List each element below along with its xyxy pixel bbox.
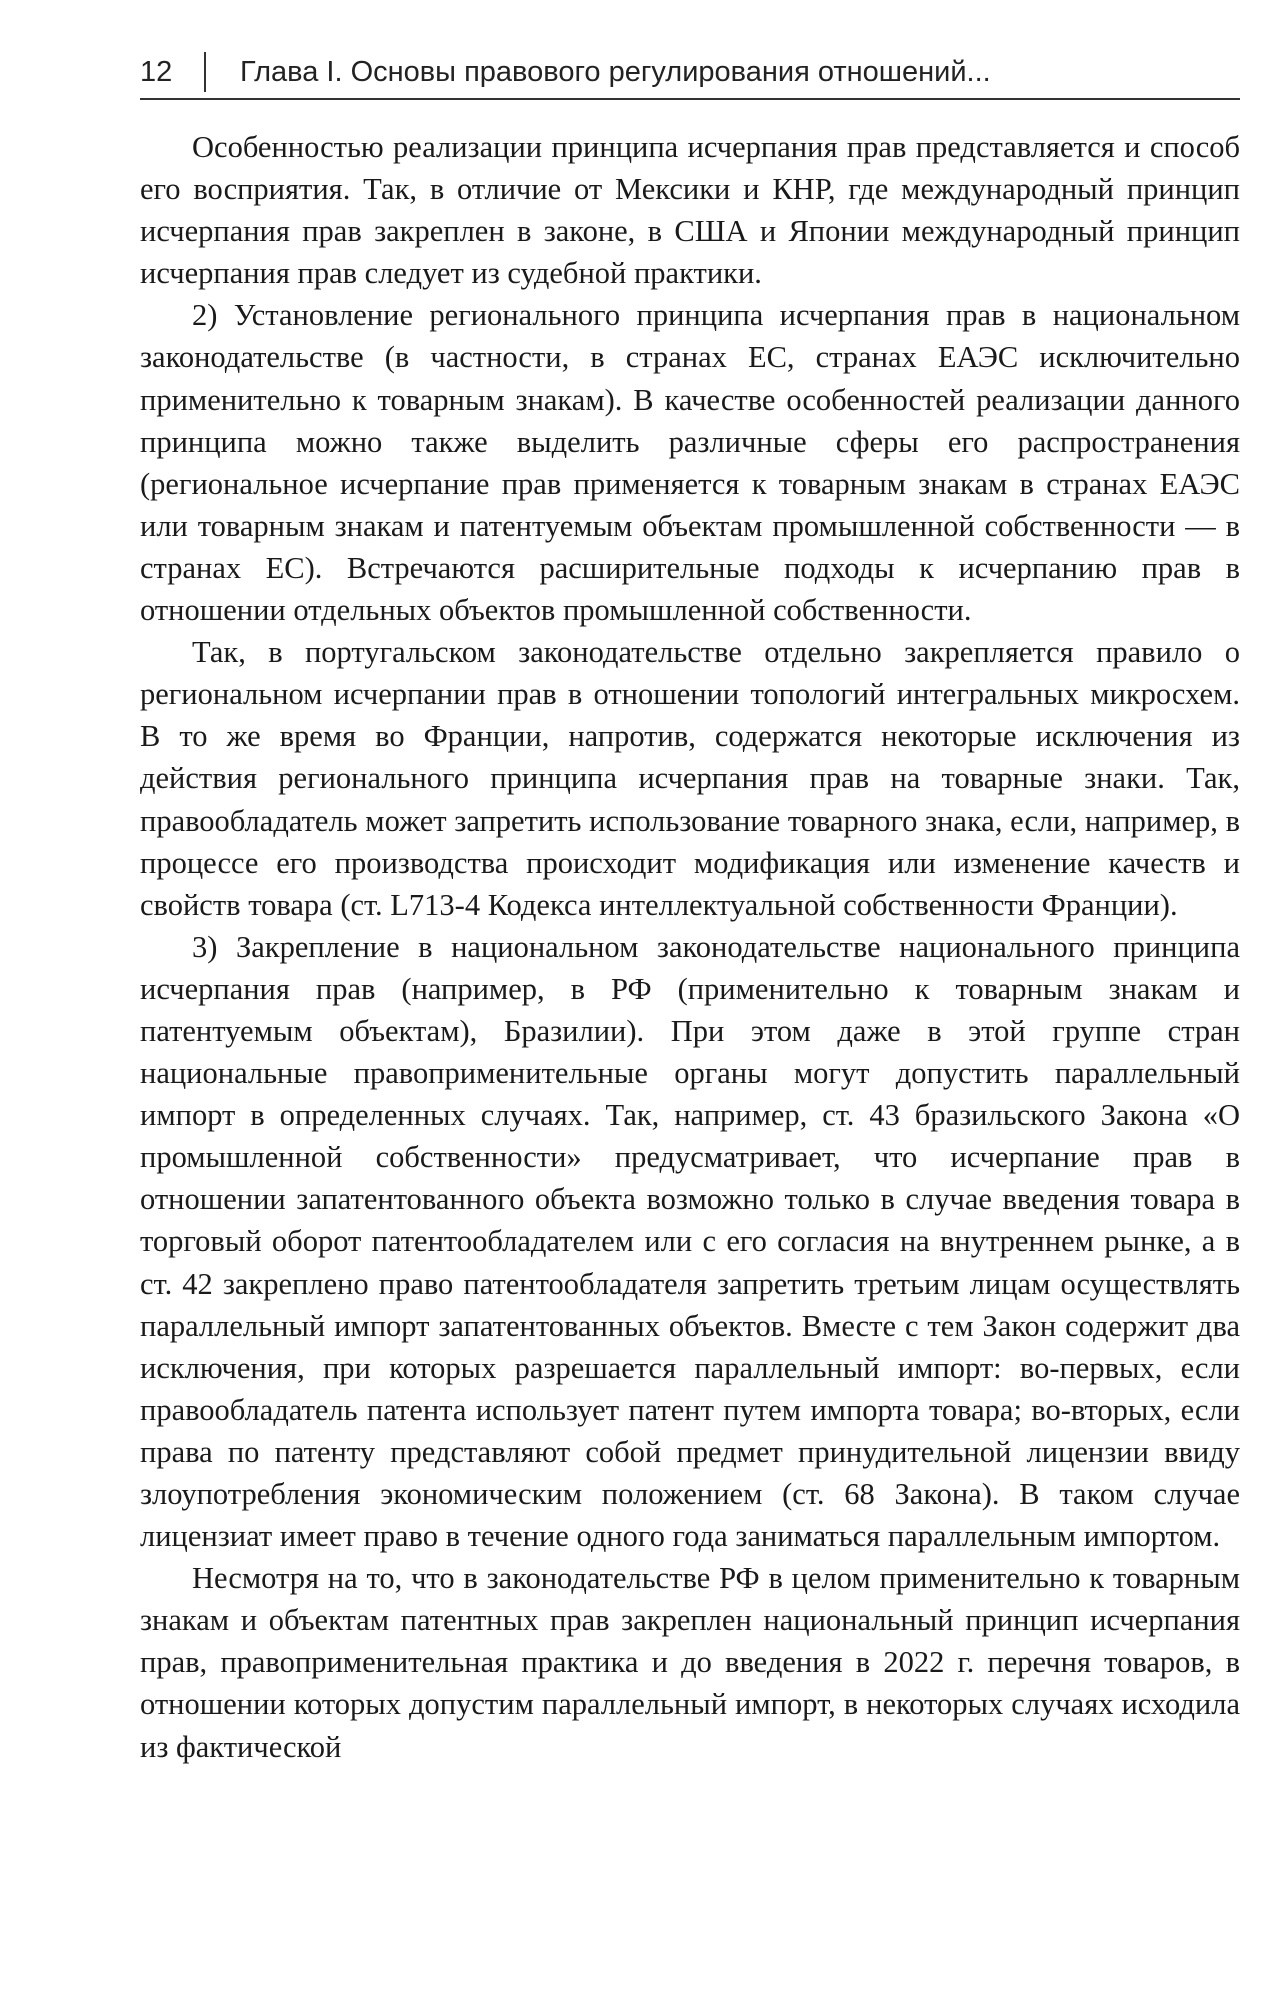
body-text — [140, 126, 1240, 1768]
paragraph: 2) Установление регионального принципа исчерпания прав в национальном законодательстве (в частности, в странах ЕС, странах ЕАЭС исключительно применительно к товарным знакам). В качестве особенностей реализации данного принципа можно также выделить различные сферы его распространения (региональное исчерпание прав применяется к товарным знакам в странах ЕАЭС или товарным знакам и патентуемым объектам промышленной собственности — в странах ЕС). Встречаются расширительные подходы к исчерпанию прав в отношении отдельных объектов промышленной собственности. — [140, 298, 1240, 628]
chapter-title: Глава I. Основы правового регулирования отношений... — [240, 56, 991, 88]
paragraph: Особенностью реализации принципа исчерпания прав представляется и способ его восприятия. Так, в отличие от Мексики и КНР, где международный принцип исчерпания прав закреплен в законе, в США и Японии международный принцип исчерпания прав следует из судебной практики. — [140, 130, 1240, 291]
paragraph: Так, в португальском законодательстве отдельно закрепляется правило о региональном исчерпании прав в отношении топологий интегральных микросхем. В то же время во Франции, напротив, содержатся некоторые исключения из действия регионального принципа исчерпания прав на товарные знаки. Так, правообладатель может запретить использование товарного знака, если, например, в процессе его производства происходит модификация или изменение качеств и свойств товара (ст. L713-4 Кодекса интеллектуальной собственности Франции). — [140, 635, 1240, 922]
paragraph: Несмотря на то, что в законодательстве РФ в целом применительно к товарным знакам и объектам патентных прав закреплен национальный принцип исчерпания прав, правоприменительная практика и до введения в 2022 г. перечня товаров, в отношении которых допустим параллельный импорт, в некоторых случаях исходила из фактической — [140, 1561, 1240, 1764]
page-number: 12 — [140, 56, 173, 88]
header-separator — [204, 52, 206, 92]
paragraph: 3) Закрепление в национальном законодательстве национального принципа исчерпания прав (например, в РФ (применительно к товарным знакам и патентуемым объектам), Бразилии). При этом даже в этой группе стран национальные правоприменительные органы могут допустить параллельный импорт в определенных случаях. Так, например, ст. 43 бразильского Закона «О промышленной собственности» предусматривает, что исчерпание прав в отношении запатентованного объекта возможно только в случае введения товара в торговый оборот патентообладателем или с его согласия на внутреннем рынке, а в ст. 42 закреплено право патентообладателя запретить третьим лицам осуществлять параллельный импорт запатентованных объектов. Вместе с тем Закон содержит два исключения, при которых разрешается параллельный импорт: во-первых, если правообладатель патента использует патент путем импорта товара; во-вторых, если права по патенту представляют собой предмет принудительной лицензии ввиду злоупотребления экономическим положением (ст. 68 Закона). В таком случае лицензиат имеет право в течение одного года заниматься параллельным импортом. — [140, 929, 1240, 1554]
header-rule — [140, 98, 1240, 100]
running-head — [140, 52, 1240, 100]
